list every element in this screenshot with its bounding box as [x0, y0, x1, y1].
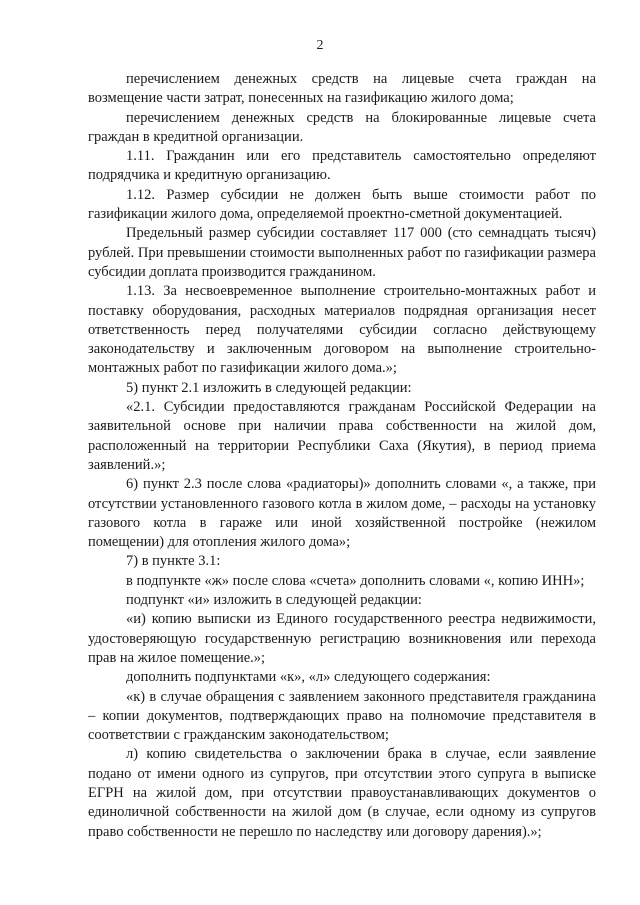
paragraph: 1.13. За несвоевременное выполнение строительно-монтажных работ и поставку оборудования, расходных материалов подрядная организация несет ответственность перед получателями субсидии согласно действующему законодательству и заключенным договором на выполнение строительно-монтажных работ по газификации жилого дома.»; [88, 283, 596, 377]
paragraph: 5) пункт 2.1 изложить в следующей редакции: [126, 379, 412, 396]
paragraph: «и) копию выписки из Единого государственного реестра недвижимости, удостоверяющую государственную регистрацию возникновения или перехода прав на жилое помещение.»; [88, 611, 596, 666]
document-body [88, 70, 596, 842]
paragraph: перечислением денежных средств на лицевые счета граждан на возмещение части затрат, понесенных на газификацию жилого дома; [88, 71, 596, 107]
paragraph: в подпункте «ж» после слова «счета» дополнить словами «, копию ИНН»; [126, 572, 585, 589]
paragraph: 1.11. Гражданин или его представитель самостоятельно определяют подрядчика и кредитную организацию. [88, 148, 596, 184]
paragraph: дополнить подпунктами «к», «л» следующего содержания: [126, 669, 491, 686]
paragraph: подпункт «и» изложить в следующей редакции: [126, 592, 422, 609]
paragraph: «2.1. Субсидии предоставляются гражданам Российской Федерации на заявительной основе при наличии права собственности на жилой дом, расположенный на территории Республики Саха (Якутия), в период приема заявлений.»; [88, 399, 596, 473]
paragraph: перечислением денежных средств на блокированные лицевые счета граждан в кредитной организации. [88, 109, 596, 145]
paragraph: «к) в случае обращения с заявлением законного представителя гражданина – копии документов, подтверждающих право на полномочие представителя в соответствии с гражданским законодательством; [88, 688, 596, 744]
paragraph: л) копию свидетельства о заключении брака в случае, если заявление подано от имени одного из супругов, при отсутствии этого супруга в выписке ЕГРН на жилой дом, при отсутствии правоустанавливающих документов о единоличной собственности на жилой дом (в случае, если одному из супругов право собственности не перешло по наследству или договору дарения).»; [88, 746, 596, 840]
paragraph: 1.12. Размер субсидии не должен быть выше стоимости работ по газификации жилого дома, определяемой проектно-сметной документацией. [88, 186, 596, 223]
paragraph: 6) пункт 2.3 после слова «радиаторы)» дополнить словами «, а также, при отсутствии установленного газового котла в жилом доме, – расходы на установку газового котла в гараже или иной хозяйственной постройке (нежилом помещении) для отопления жилого дома»; [88, 476, 596, 551]
paragraph: Предельный размер субсидии составляет 117 000 (сто семнадцать тысяч) рублей. При превышении стоимости выполненных работ по газификации размера субсидии доплата производится гражданином. [88, 225, 596, 280]
page-number: 2 [316, 38, 324, 53]
paragraph: 7) в пункте 3.1: [126, 553, 221, 570]
